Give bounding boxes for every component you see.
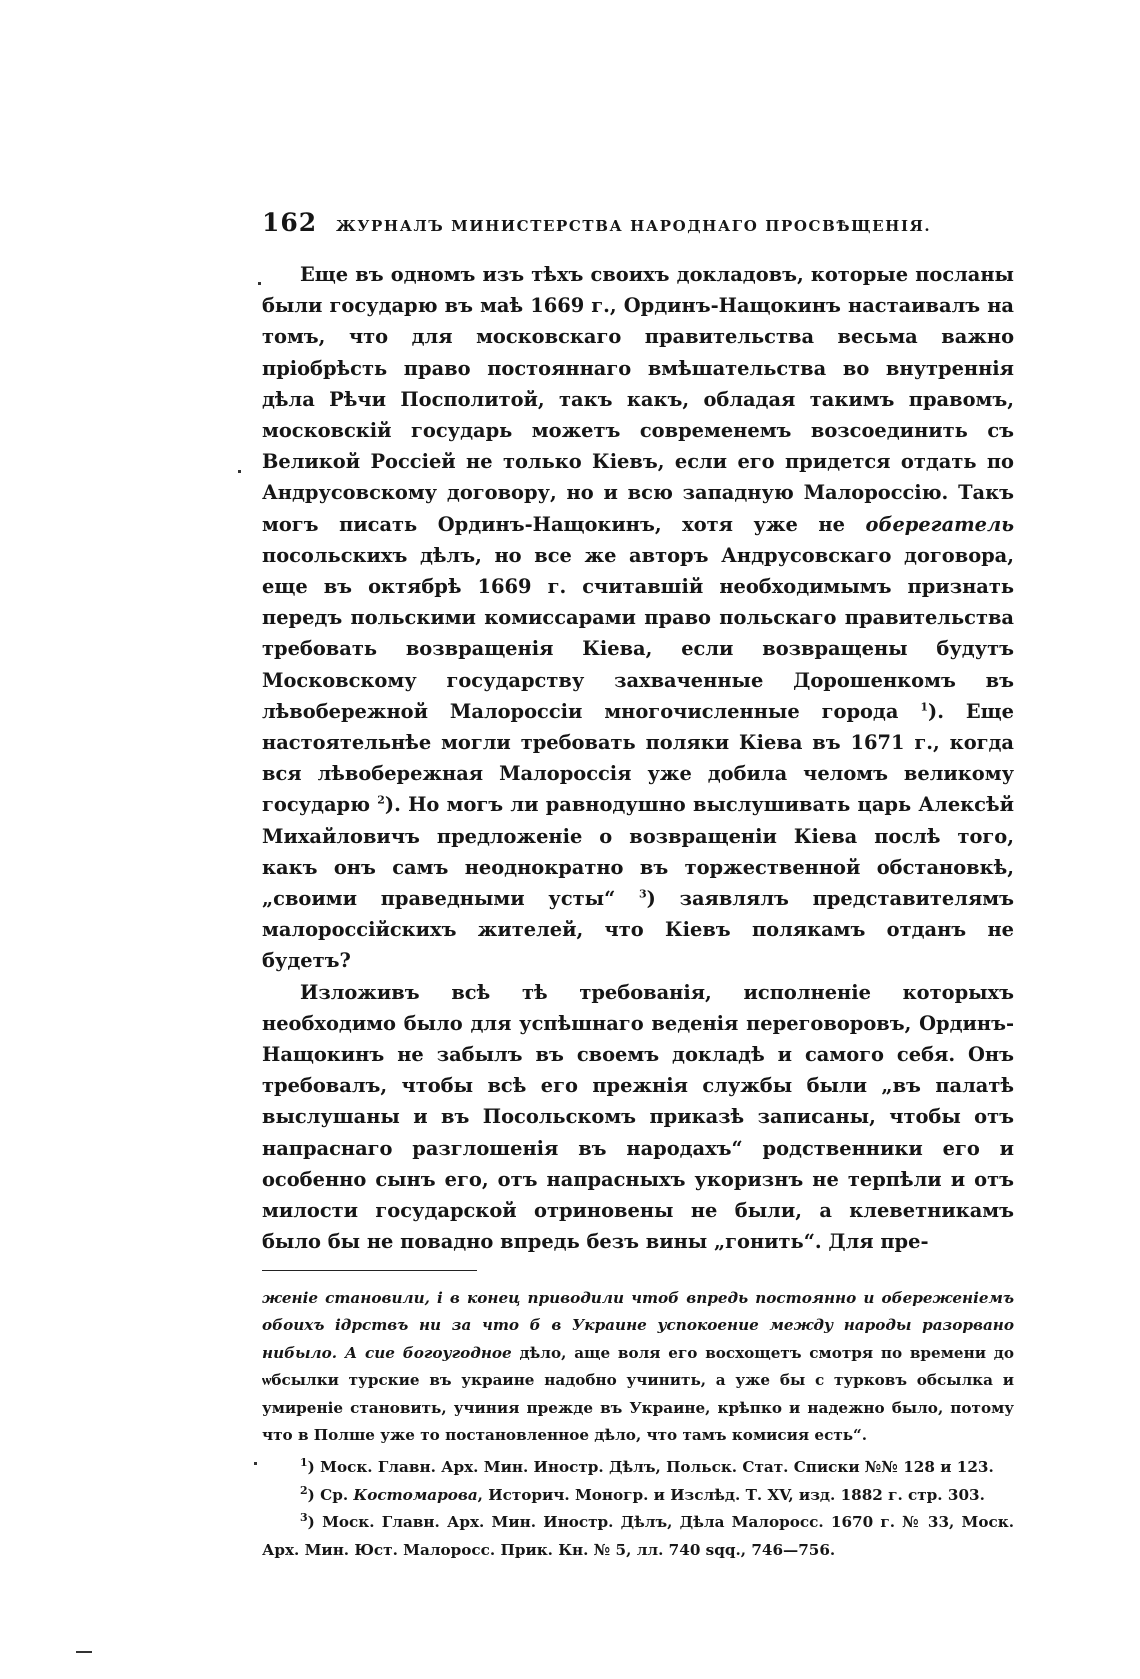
footnotes	[262, 1454, 1014, 1564]
footnote-1-text: ) Моск. Главн. Арх. Мин. Иностр. Дѣлъ, Польск. Стат. Списки №№ 128 и 123.	[307, 1458, 994, 1477]
paragraph-1-part-5: ) заявлялъ представителямъ малороссійскихъ жителей, что Кіевъ полякамъ отданъ не будетъ?	[262, 887, 1014, 973]
scan-mark	[76, 1651, 92, 1653]
footnote-3	[262, 1509, 1014, 1564]
footnote-ref-1: 1	[920, 700, 929, 714]
continuation-italic: женіе становили, і в конец приводили чтоб впредь постоянно и обереженіемъ обоихъ ідрствъ ни за что б в Украине успокоение между народы разорвано нибыло. А сие богоугодное	[262, 1288, 1014, 1362]
footnote-2-text-before: ) Ср.	[307, 1485, 354, 1504]
footnote-ref-2: 2	[377, 793, 385, 807]
footnote-continuation	[262, 1285, 1014, 1451]
book-page	[262, 208, 1014, 1564]
paragraph-1-part-2: посольскихъ дѣлъ, но все же авторъ Андрусовскаго договора, еще въ октябрѣ 1669 г. считавшій необходимымъ признать передъ польскими комиссарами право польскаго правительства требовать возвращенія Кіева, если возвращены будутъ Московскому государству захваченные Дорошенкомъ въ лѣвобережной Малороссіи многочисленные города	[262, 543, 1014, 723]
main-text	[262, 259, 1014, 1258]
continuation-plain: дѣло, аще воля его восхощетъ смотря по времени до ѡбсылки турские въ украине надобно учинить, а уже бы с турковъ обсылка и умиренiе становить, учиния прежде въ Украине, крѣпко и надежно было, потому что в Полше уже то постановленное дѣло, что тамъ комисия есть“.	[262, 1343, 1014, 1445]
footnote-2	[262, 1482, 1014, 1510]
footnote-ref-3: 3	[639, 887, 647, 901]
scan-speck	[238, 470, 241, 473]
footnote-3-marker: 3	[300, 1511, 308, 1525]
paragraph-1-part-1: Еще въ одномъ изъ тѣхъ своихъ докладовъ, которые посланы были государю въ маѣ 1669 г., Ординъ-Нащокинъ настаивалъ на томъ, что для московскаго правительства весьма важно пріобрѣсть право постояннаго вмѣшательства во внутреннія дѣла Рѣчи Посполитой, такъ какъ, обладая такимъ правомъ, московскій государь можетъ современемъ возсоединить съ Великой Россіей не только Кіевъ, если его придется отдать по Андрусовскому договору, но и всю западную Малороссію. Такъ могъ писать Ординъ-Нащокинъ, хотя уже не	[262, 263, 1014, 536]
footnote-3-text: ) Моск. Главн. Арх. Мин. Иностр. Дѣлъ, Дѣла Малоросс. 1670 г. № 33, Моск. Арх. Мин. Юст. Малоросс. Прик. Кн. № 5, лл. 740 sqq., 746—756.	[262, 1513, 1014, 1559]
footnote-2-author: Костомарова	[353, 1485, 478, 1504]
footnote-1-marker: 1	[300, 1456, 308, 1469]
emphasis-term: оберегатель	[865, 512, 1014, 536]
footnote-1	[262, 1454, 1014, 1482]
page-number: 162	[262, 208, 318, 237]
paragraph-2: Изложивъ всѣ тѣ требованія, исполненіе которыхъ необходимо было для успѣшнаго веденія переговоровъ, Ординъ-Нащокинъ не забылъ въ своемъ докладѣ и самого себя. Онъ требовалъ, чтобы всѣ его прежнія службы были „въ палатѣ выслушаны и въ Посольскомъ приказѣ записаны, чтобы отъ напраснаго разглошенія въ народахъ“ родственники его и особенно сынъ его, отъ напрасныхъ укоризнъ не терпѣли и отъ милости государской отриновены не были, а клеветникамъ было бы не повадно впредь безъ вины „гонить“. Для пре-	[262, 980, 1014, 1254]
journal-title: ЖУРНАЛЪ МИНИСТЕРСТВА НАРОДНАГО ПРОСВѢЩЕНІЯ.	[336, 217, 932, 235]
footnote-separator	[262, 1270, 477, 1271]
footnote-2-text-after: , Историч. Моногр. и Изслѣд. Т. XV, изд. 1882 г. стр. 303.	[477, 1485, 985, 1504]
scan-speck	[258, 282, 261, 285]
paragraph-1-part-3: ). Еще настоятельнѣе могли требовать поляки Кіева въ 1671 г., когда вся лѣвобережная Малороссія уже добила челомъ великому государю	[262, 699, 1014, 817]
running-header	[262, 208, 1014, 237]
footnote-2-marker: 2	[300, 1483, 308, 1497]
paragraph-1-part-4: ). Но могъ ли равнодушно выслушивать царь Алексѣй Михайловичъ предложеніе о возвращеніи Кіева послѣ того, какъ онъ самъ неоднократно въ торжественной обстановкѣ, „своими праведными усты“	[262, 793, 1014, 911]
paragraph-1	[262, 259, 1014, 977]
scan-speck	[254, 1462, 257, 1465]
